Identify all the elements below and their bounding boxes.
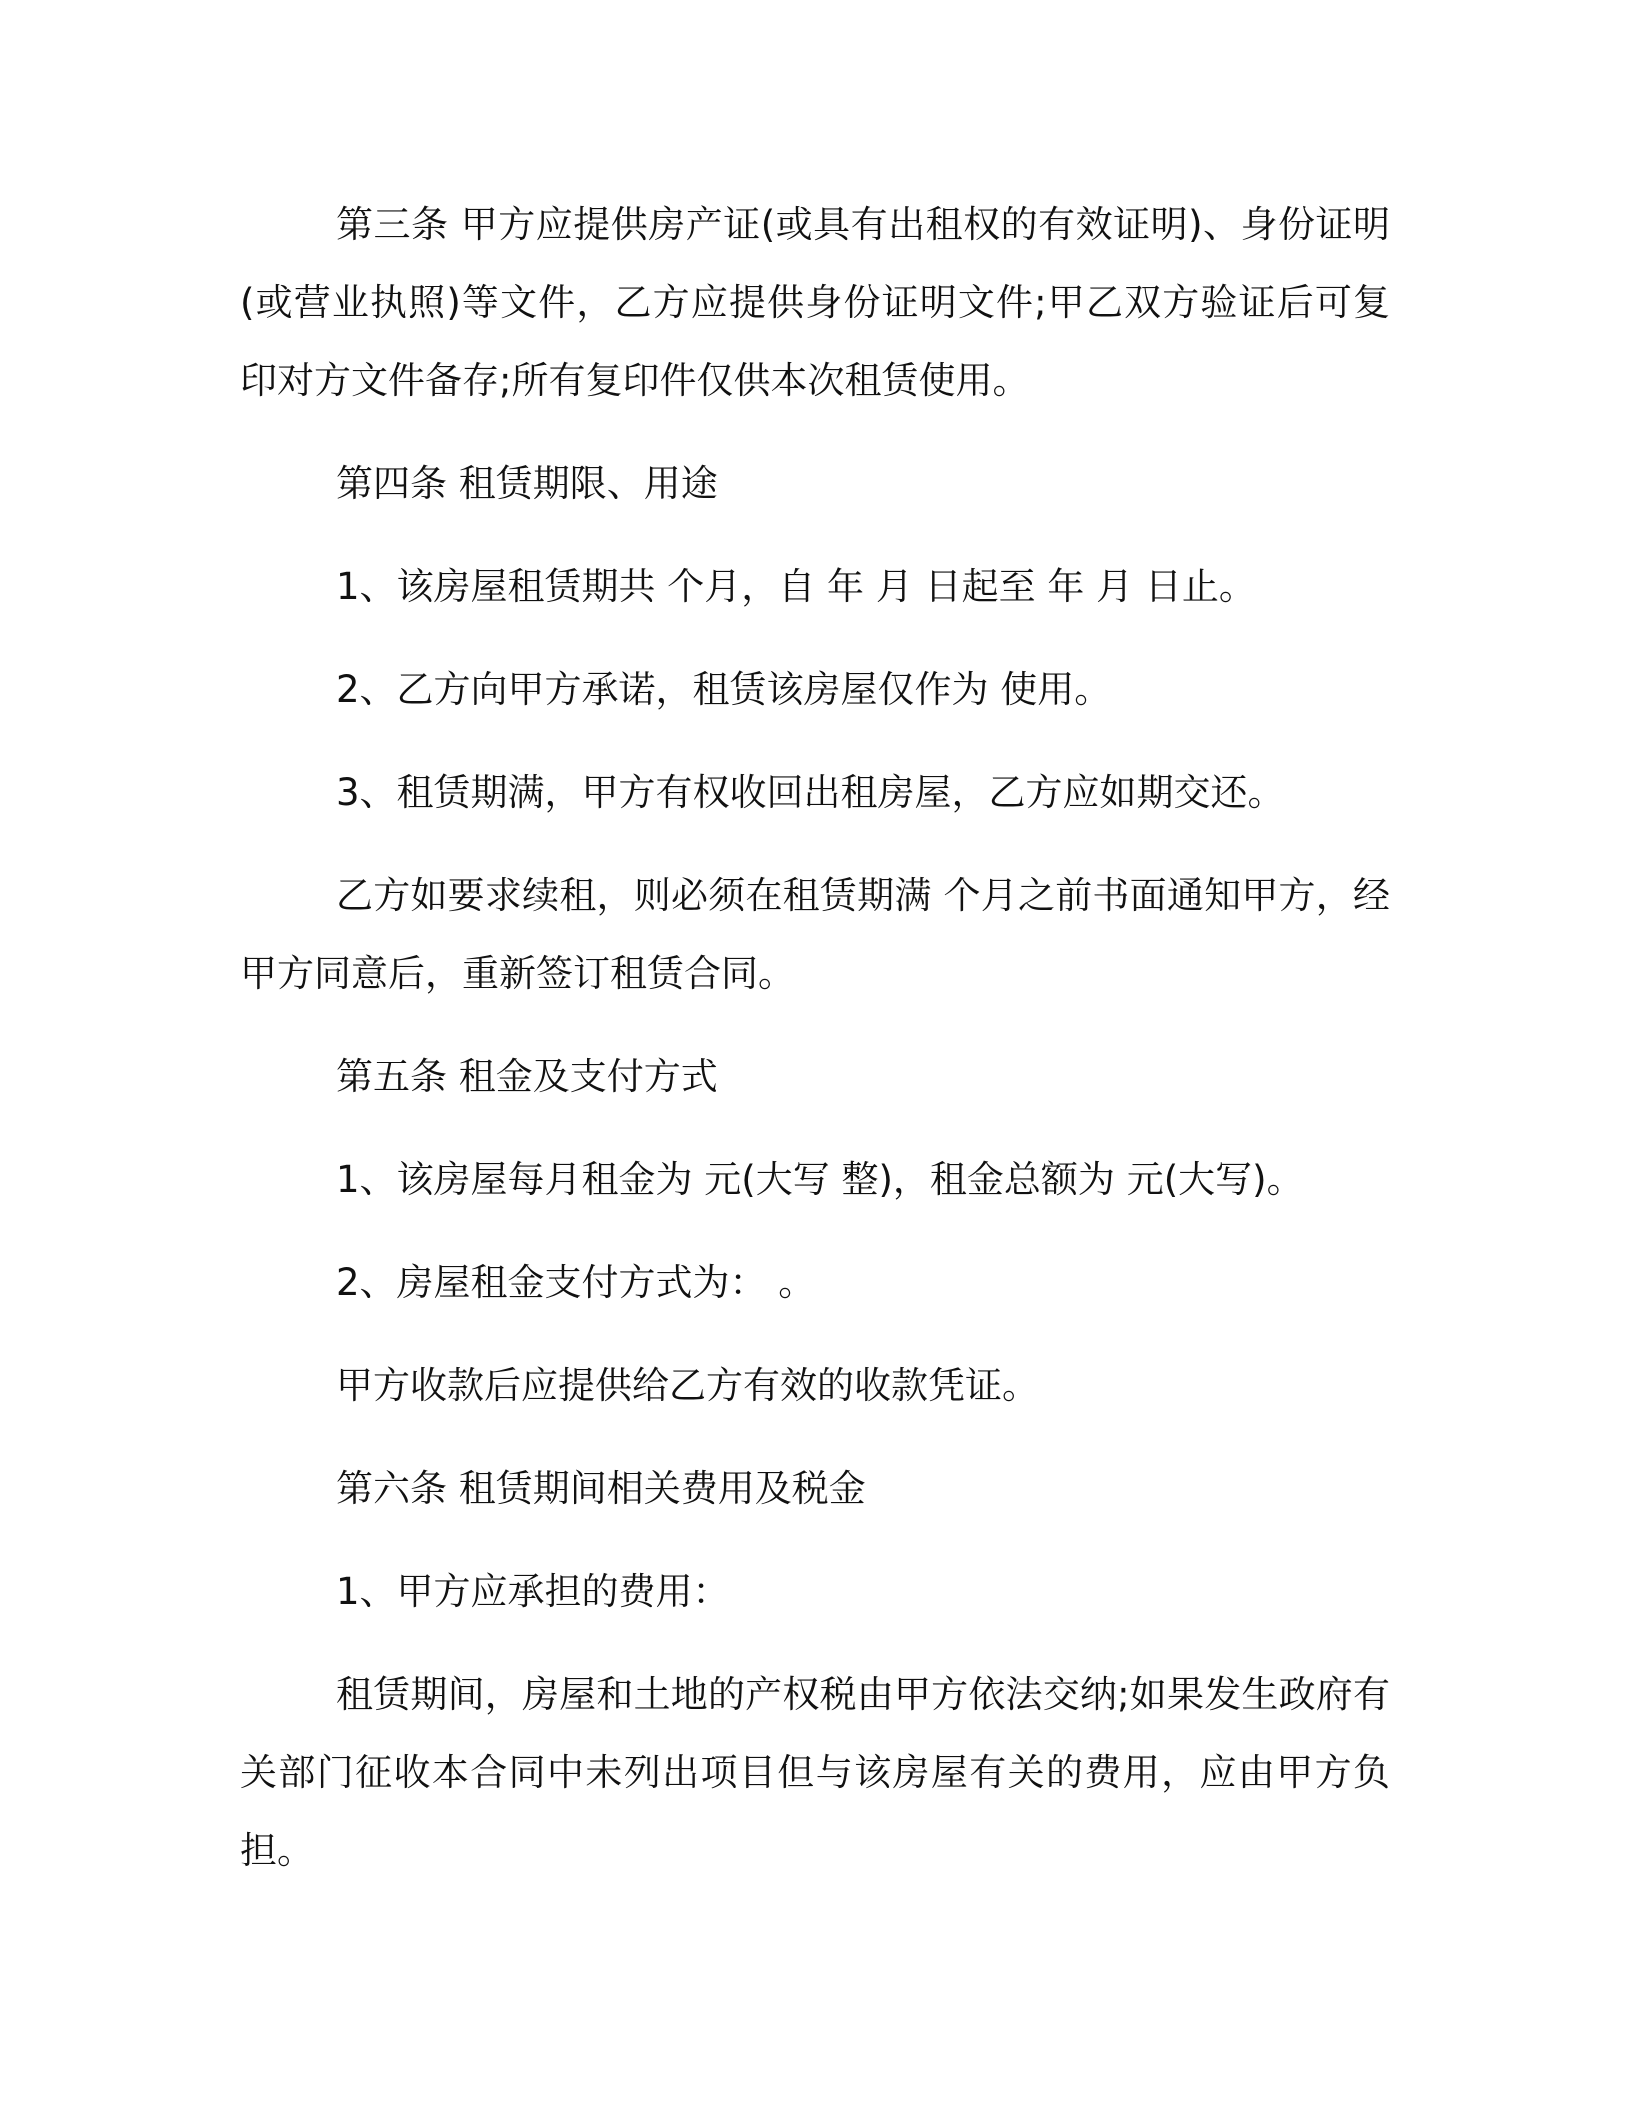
article-4-item-3: 3、租赁期满，甲方有权收回出租房屋，乙方应如期交还。 [336,771,1285,814]
article-6-item-1: 1、甲方应承担的费用： [336,1570,730,1613]
document-body [240,186,1390,1890]
article-5-item-1: 1、该房屋每月租金为 元(大写 整)，租金总额为 元(大写)。 [336,1158,1304,1201]
receipt-clause: 甲方收款后应提供给乙方有效的收款凭证。 [336,1364,1039,1407]
article-4-heading: 第四条 租赁期限、用途 [336,462,718,505]
article-4-item-2: 2、乙方向甲方承诺，租赁该房屋仅作为 使用。 [336,668,1112,711]
article-3-text: 第三条 甲方应提供房产证(或具有出租权的有效证明)、身份证明(或营业执照)等文件，乙方应提供身份证明文件;甲乙双方验证后可复印对方文件备存;所有复印件仅供本次租赁使用。 [240,203,1390,402]
article-6-heading: 第六条 租赁期间相关费用及税金 [336,1467,866,1510]
article-5-item-2: 2、房屋租金支付方式为： 。 [336,1261,816,1304]
tax-clause: 租赁期间，房屋和土地的产权税由甲方依法交纳;如果发生政府有关部门征收本合同中未列出项目但与该房屋有关的费用，应由甲方负担。 [240,1673,1390,1872]
article-4-item-1: 1、该房屋租赁期共 个月，自 年 月 日起至 年 月 日止。 [336,565,1256,608]
renewal-clause: 乙方如要求续租，则必须在租赁期满 个月之前书面通知甲方，经甲方同意后，重新签订租赁合同。 [240,874,1390,995]
article-5-heading: 第五条 租金及支付方式 [336,1055,718,1098]
